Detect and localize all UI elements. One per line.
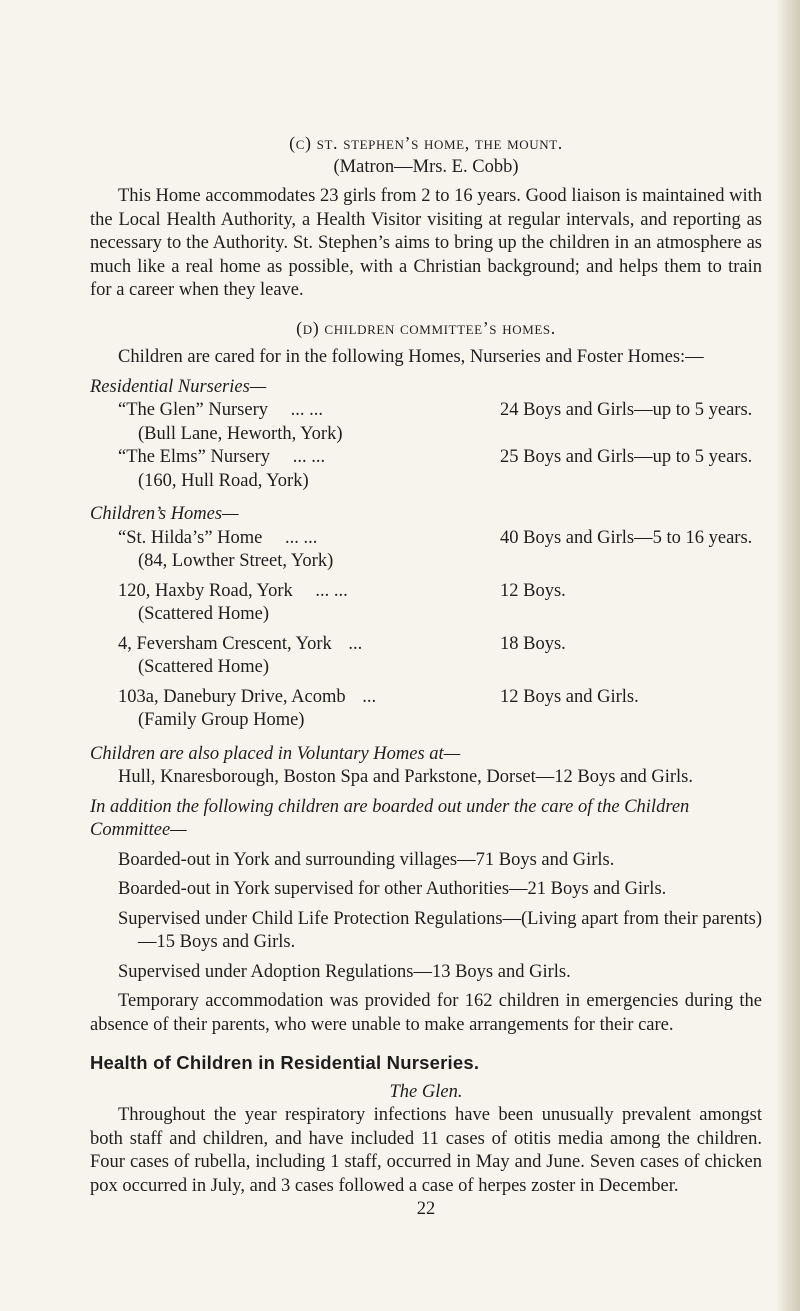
home-address: (Family Group Home) (138, 710, 305, 730)
page-number: 22 (416, 1199, 436, 1219)
home-capacity: 40 Boys and Girls—5 to 16 years. (500, 527, 753, 548)
home-name: “St. Hilda’s” Home (118, 527, 263, 548)
home-name: 103a, Danebury Drive, Acomb (118, 686, 346, 707)
home-address: (Scattered Home) (138, 604, 269, 624)
voluntary-homes-text: Hull, Knaresborough, Boston Spa and Parkstone, Dorset—12 Boys and Girls. (118, 767, 693, 787)
home-address: (160, Hull Road, York) (138, 470, 309, 491)
leader-dots: ... ... (290, 400, 323, 420)
home-capacity: 24 Boys and Girls—up to 5 years. (500, 400, 753, 420)
health-heading: Health of Children in Residential Nurseries. (90, 1052, 480, 1073)
home-capacity: 12 Boys and Girls. (500, 686, 639, 707)
health-subheading: The Glen. (389, 1081, 463, 1102)
section-d-intro: Children are cared for in the following Homes, Nurseries and Foster Homes:— (118, 347, 704, 367)
residential-nurseries-label: Residential Nurseries— (90, 376, 267, 397)
boarded-item: Boarded-out in York supervised for other Authorities—21 Boys and Girls. (118, 879, 667, 899)
voluntary-homes-label: Children are also placed in Voluntary Homes at— (90, 743, 461, 764)
home-entry (90, 527, 762, 574)
leader-dots: ... ... (285, 527, 318, 548)
childrens-homes-label: Children’s Homes— (90, 504, 239, 524)
home-address: (Scattered Home) (138, 657, 269, 677)
home-name: 4, Feversham Crescent, York (118, 633, 332, 654)
home-capacity: 12 Boys. (500, 580, 566, 601)
home-name: “The Glen” Nursery (118, 400, 268, 420)
home-entry (90, 633, 762, 680)
section-d-heading: (d) children committee’s homes. (296, 317, 556, 338)
boarded-item: Boarded-out in York and surrounding villages—71 Boys and Girls. (118, 849, 615, 870)
temporary-accommodation-text: Temporary accommodation was provided for 162 children in emergencies during the absence of their parents, who were unable to make arrangements for their care. (90, 991, 762, 1035)
section-c-body: This Home accommodates 23 girls from 2 to 16 years. Good liaison is maintained with the Local Health Authority, a Health Visitor visiting at regular intervals, and reporting as necessary to the Authority. St. Stephen’s aims to bring up the children in an atmosphere as much like a real home as possible, with a Christian background; and helps them to train for a career when they leave. (90, 186, 762, 300)
home-entry (90, 446, 762, 493)
leader-dots: ... ... (315, 580, 348, 601)
page-edge-shadow (776, 0, 800, 1311)
boarded-out-label: In addition the following children are boarded out under the care of the Children Committee— (90, 796, 690, 840)
home-name: “The Elms” Nursery (118, 447, 271, 467)
matron-line: (Matron—Mrs. E. Cobb) (333, 156, 519, 177)
section-c-heading: (c) st. stephen’s home, the mount. (289, 133, 563, 153)
page-content (90, 132, 762, 1222)
health-body: Throughout the year respiratory infections have been unusually prevalent amongst both staff and children, and have included 11 cases of otitis media among the children. Four cases of rubella, including 1 staff, occurred in May and June. Seven cases of chicken pox occurred in July, and 3 cases followed a case of herpes zoster in December. (90, 1105, 762, 1196)
home-entry (90, 399, 762, 446)
boarded-item: Supervised under Adoption Regulations—13 Boys and Girls. (118, 961, 571, 982)
home-name: 120, Haxby Road, York (118, 580, 293, 601)
leader-dots: ... (348, 633, 363, 654)
boarded-item: Supervised under Child Life Protection Regulations—(Living apart from their parents)—15 Boys and Girls. (118, 908, 762, 952)
home-address: (84, Lowther Street, York) (138, 551, 334, 571)
leader-dots: ... ... (292, 447, 326, 467)
home-entry (90, 686, 762, 733)
home-capacity: 25 Boys and Girls—up to 5 years. (500, 447, 753, 467)
home-entry (90, 580, 762, 627)
leader-dots: ... (362, 686, 377, 707)
home-address: (Bull Lane, Heworth, York) (138, 423, 343, 444)
home-capacity: 18 Boys. (500, 633, 566, 654)
